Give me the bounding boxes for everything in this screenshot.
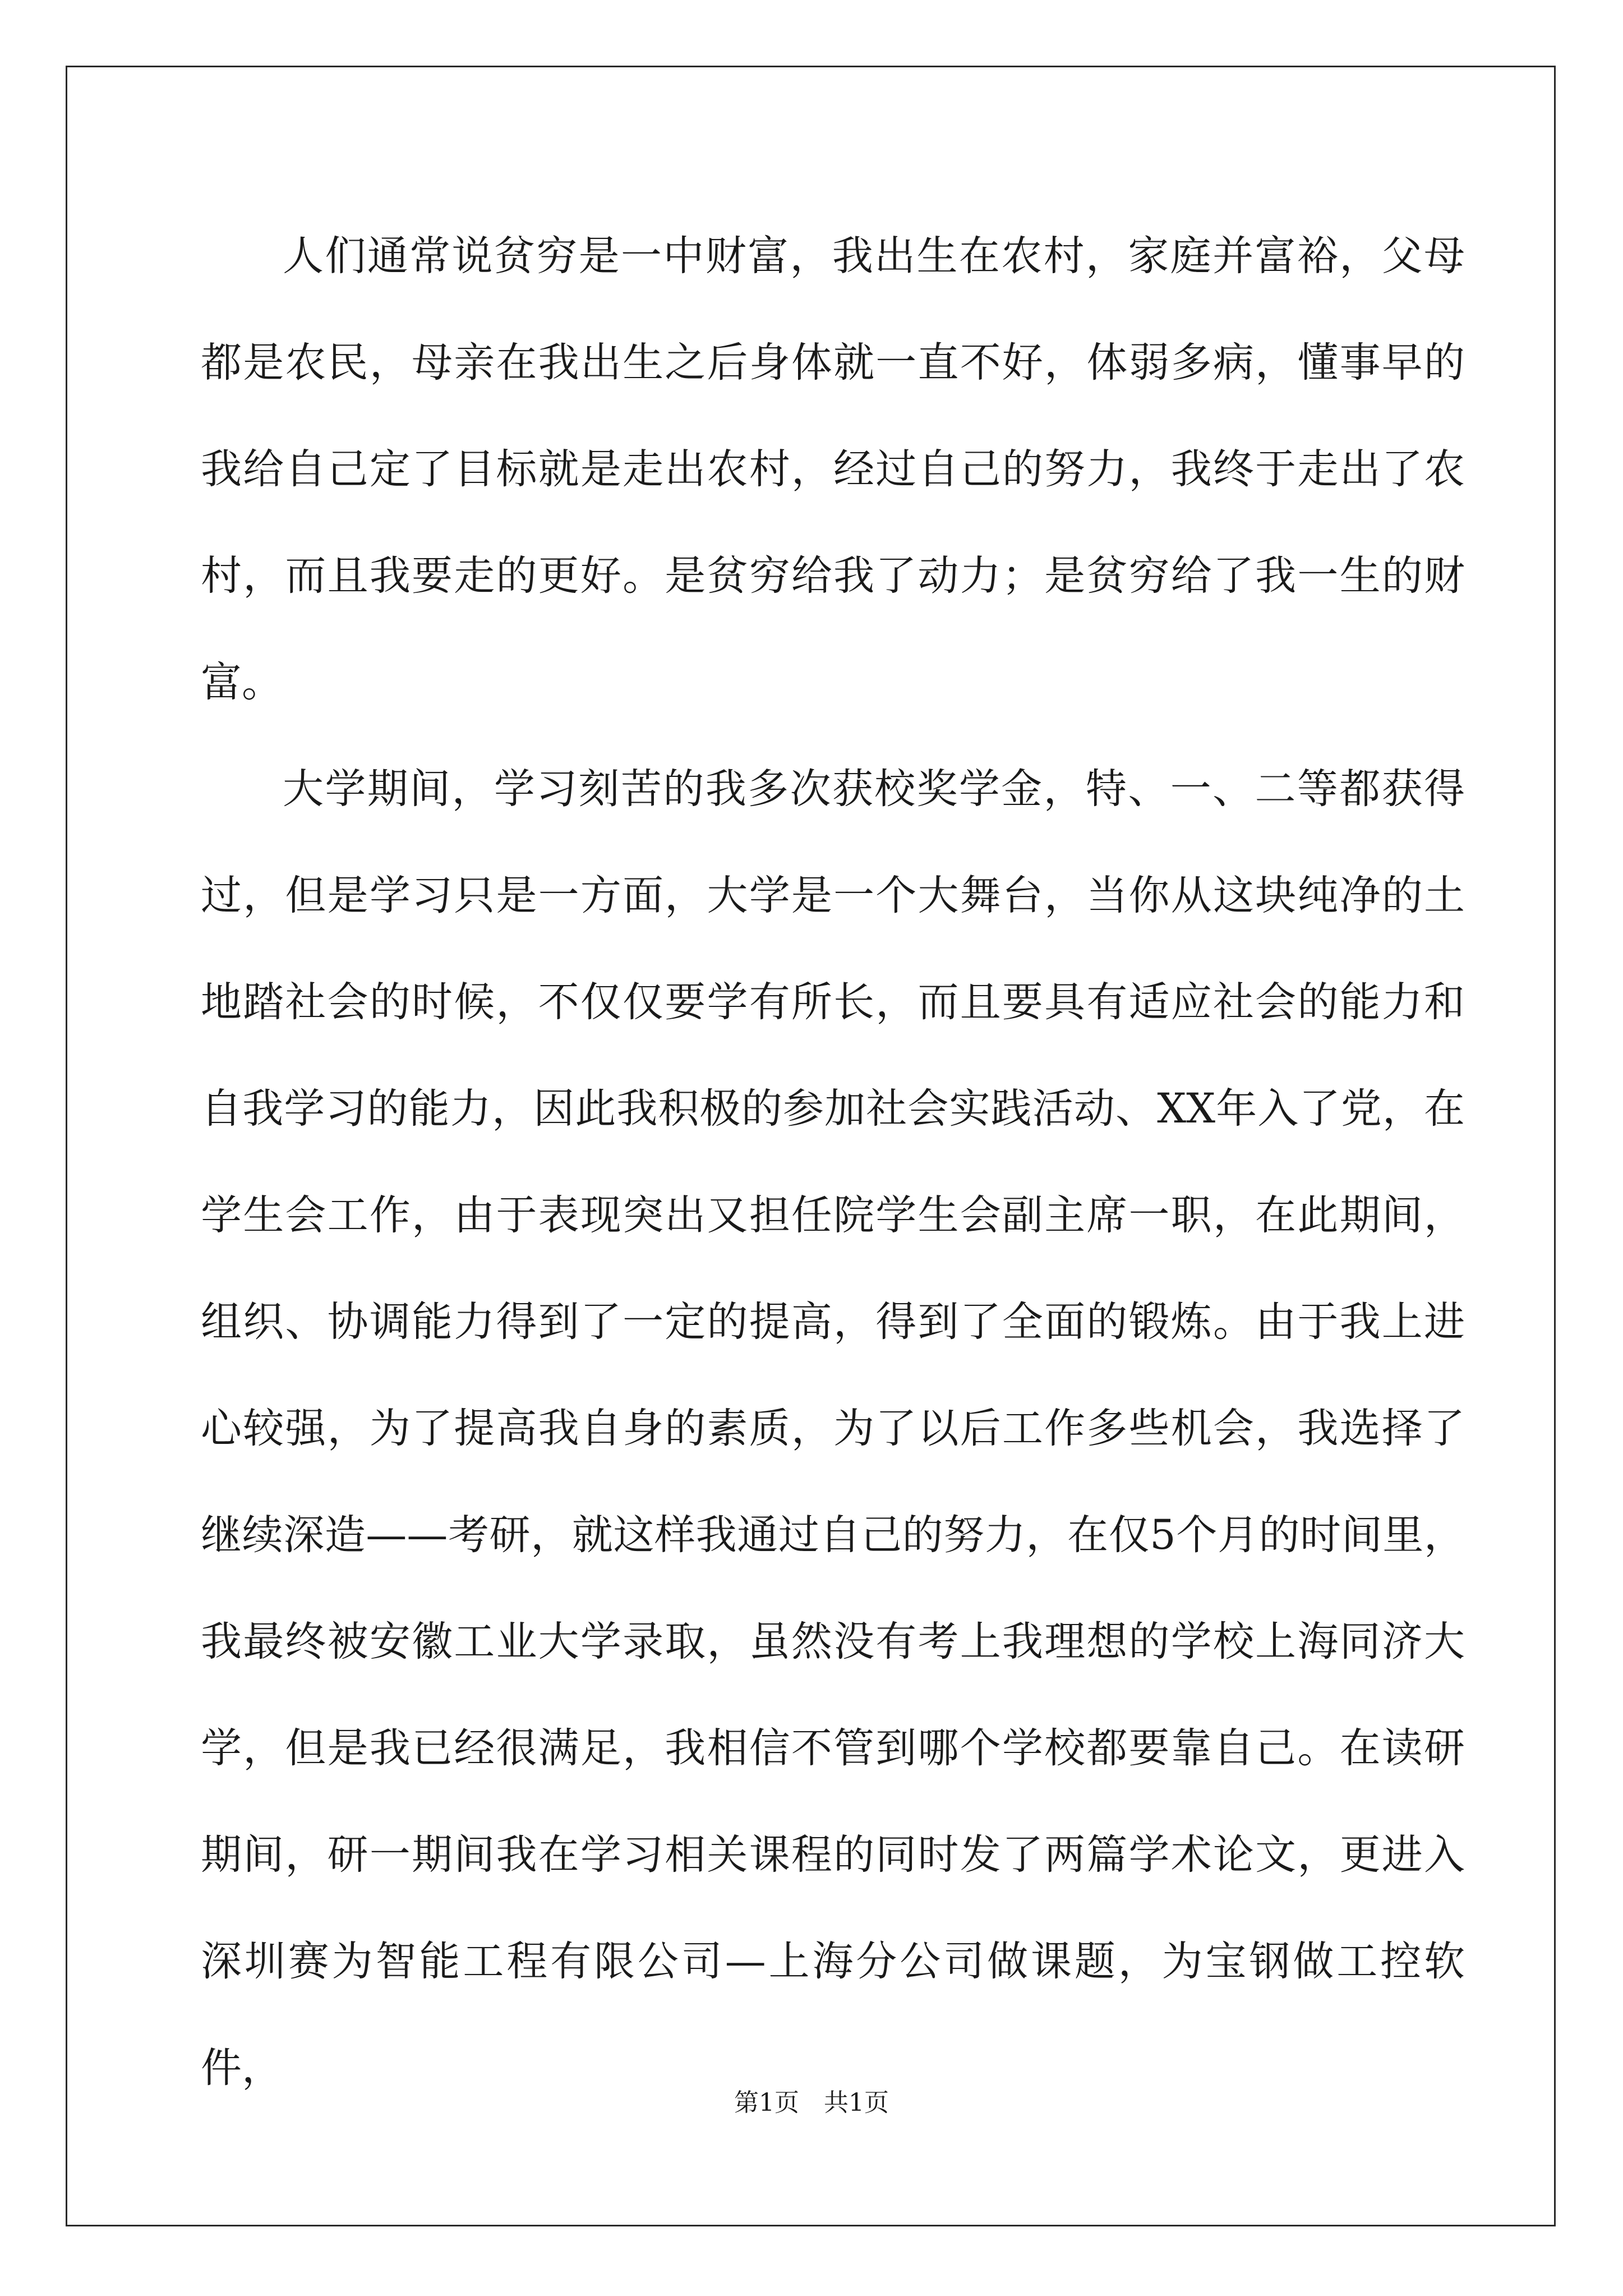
page-number-footer: 第1页 共1页 [734,2088,889,2117]
document-body [201,203,1465,2122]
paragraph-2: 大学期间，学习刻苦的我多次获校奖学金，特、一、二等都获得过，但是学习只是一方面，大学是一个大舞台，当你从这块纯净的土地踏社会的时候，不仅仅要学有所长，而且要具有适应社会的能力和自我学习的能力，因此我积极的参加社会实践活动、XX年入了党，在学生会工作，由于表现突出又担任院学生会副主席一职，在此期间，组织、协调能力得到了一定的提高，得到了全面的锻炼。由于我上进心较强，为了提高我自身的素质，为了以后工作多些机会，我选择了继续深造——考研，就这样我通过自己的努力，在仅5个月的时间里，我最终被安徽工业大学录取，虽然没有考上我理想的学校上海同济大学，但是我已经很满足，我相信不管到哪个学校都要靠自己。在读研期间，研一期间我在学习相关课程的同时发了两篇学术论文，更进入深圳赛为智能工程有限公司—上海分公司做课题，为宝钢做工控软件， [201,765,1465,2092]
paragraph-1: 人们通常说贫穷是一中财富，我出生在农村，家庭并富裕，父母都是农民，母亲在我出生之后身体就一直不好，体弱多病，懂事早的我给自己定了目标就是走出农村，经过自己的努力，我终于走出了农村，而且我要走的更好。是贫穷给我了动力；是贫穷给了我一生的财富。 [201,232,1465,706]
